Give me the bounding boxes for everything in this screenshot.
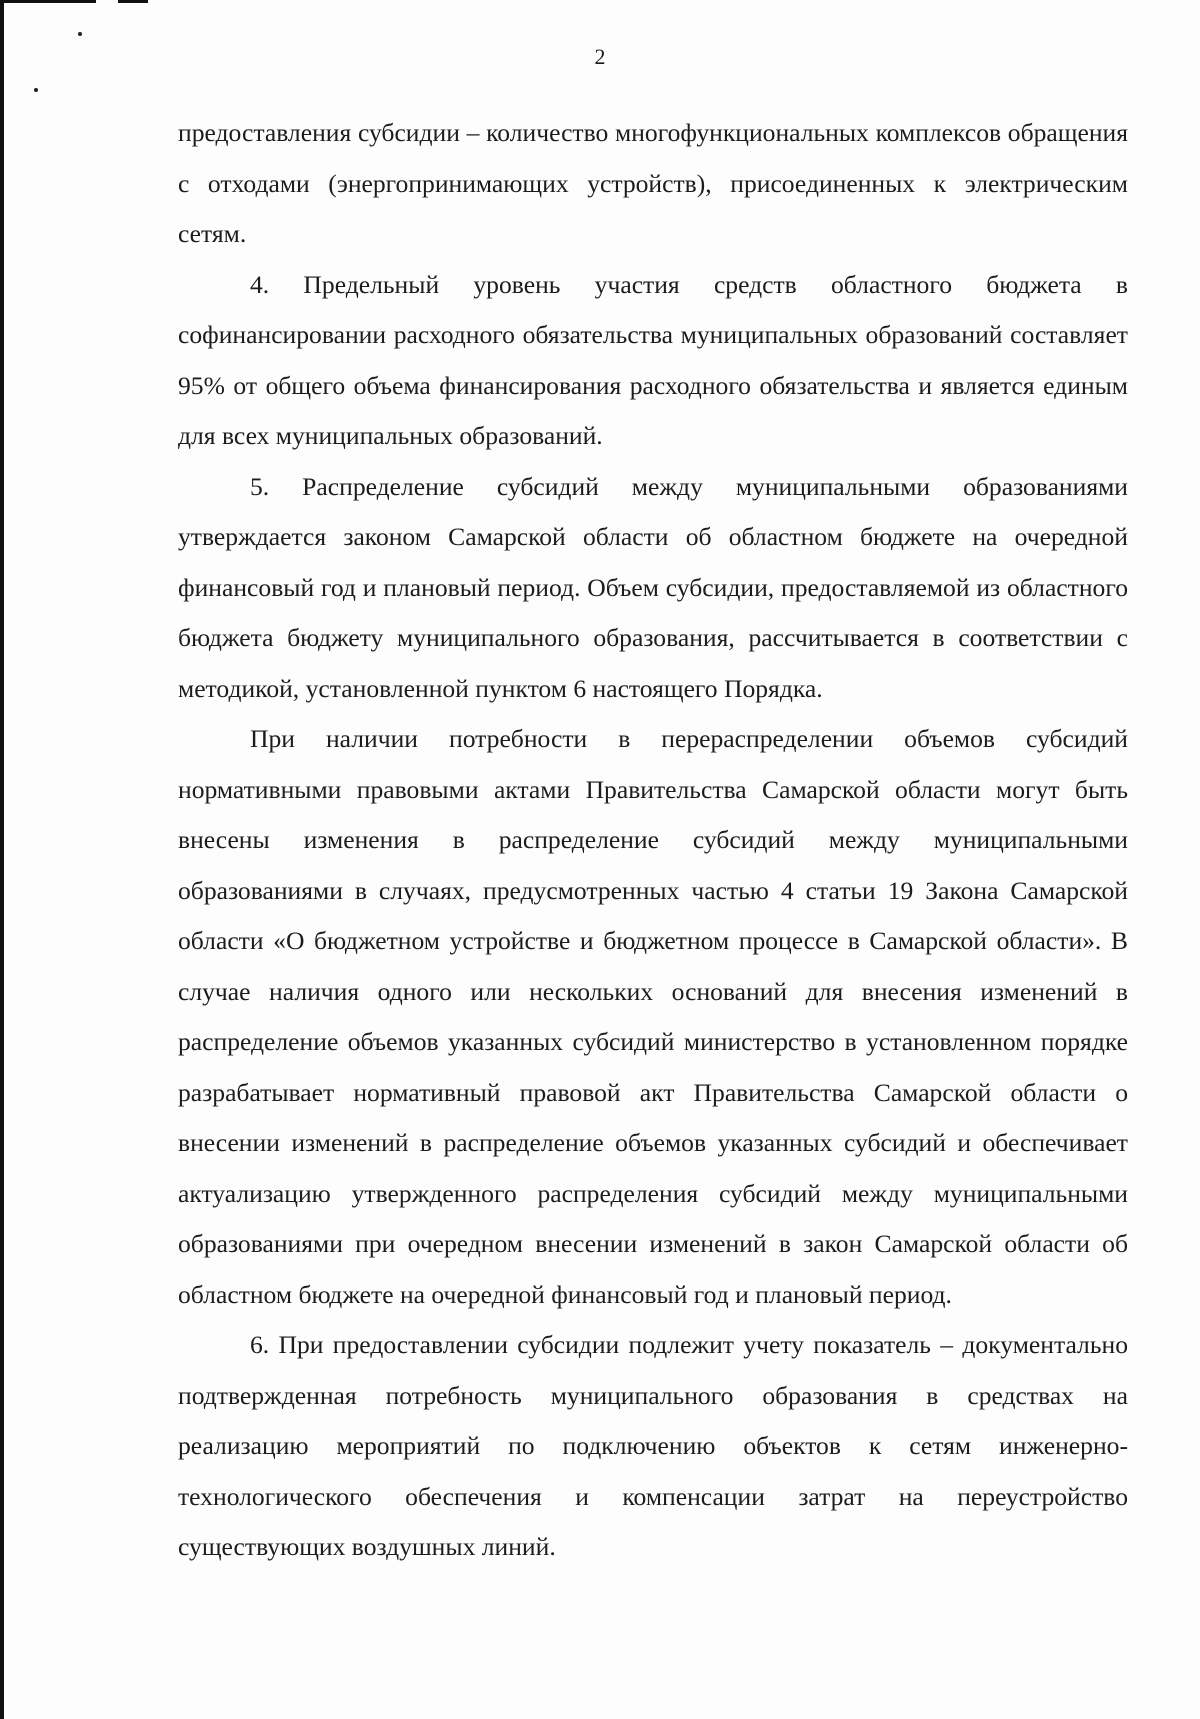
paragraph-continuation: предоставления субсидии – количество многофункциональных комплексов обращения с отходами (энергопринимающих устройств), присоединенных к электрическим сетям.	[178, 118, 1128, 248]
paragraph-redistribution: При наличии потребности в перераспределении объемов субсидий нормативными правовыми актами Правительства Самарской области могут быть внесены изменения в распределение субсидий между муниципальными образованиями в случаях, предусмотренных частью 4 статьи 19 Закона Самарской области «О бюджетном устройстве и бюджетном процессе в Самарской области». В случае наличия одного или нескольких оснований для внесения изменений в распределение объемов указанных субсидий министерство в установленном порядке разрабатывает нормативный правовой акт Правительства Самарской области о внесении изменений в распределение объемов указанных субсидий и обеспечивает актуализацию утвержденного распределения субсидий между муниципальными образованиями при очередном внесении изменений в закон Самарской области об областном бюджете на очередной финансовый год и плановый период.	[178, 724, 1128, 1309]
paragraph-item-6: 6. При предоставлении субсидии подлежит учету показатель – документально подтвержденная потребность муниципального образования в средствах на реализацию мероприятий по подключению объектов к сетям инженерно-технологического обеспечения и компенсации затрат на переустройство существующих воздушных линий.	[178, 1330, 1128, 1561]
document-body	[178, 108, 1128, 1573]
paragraph-item-5: 5. Распределение субсидий между муниципальными образованиями утверждается законом Самарской области об областном бюджете на очередной финансовый год и плановый период. Объем субсидии, предоставляемой из областного бюджета бюджету муниципального образования, рассчитывается в соответствии с методикой, установленной пунктом 6 настоящего Порядка.	[178, 471, 1128, 703]
scan-speck	[78, 32, 82, 36]
scan-speck	[34, 88, 38, 92]
scan-border-top-fragment	[118, 0, 148, 3]
paragraph-item-4: 4. Предельный уровень участия средств областного бюджета в софинансировании расходного обязательства муниципальных образований составляет 95% от общего объема финансирования расходного обязательства и является единым для всех муниципальных образований.	[178, 269, 1128, 450]
scan-border-top	[0, 0, 96, 3]
scan-border-left	[0, 0, 4, 1719]
page-number: 2	[594, 44, 606, 69]
